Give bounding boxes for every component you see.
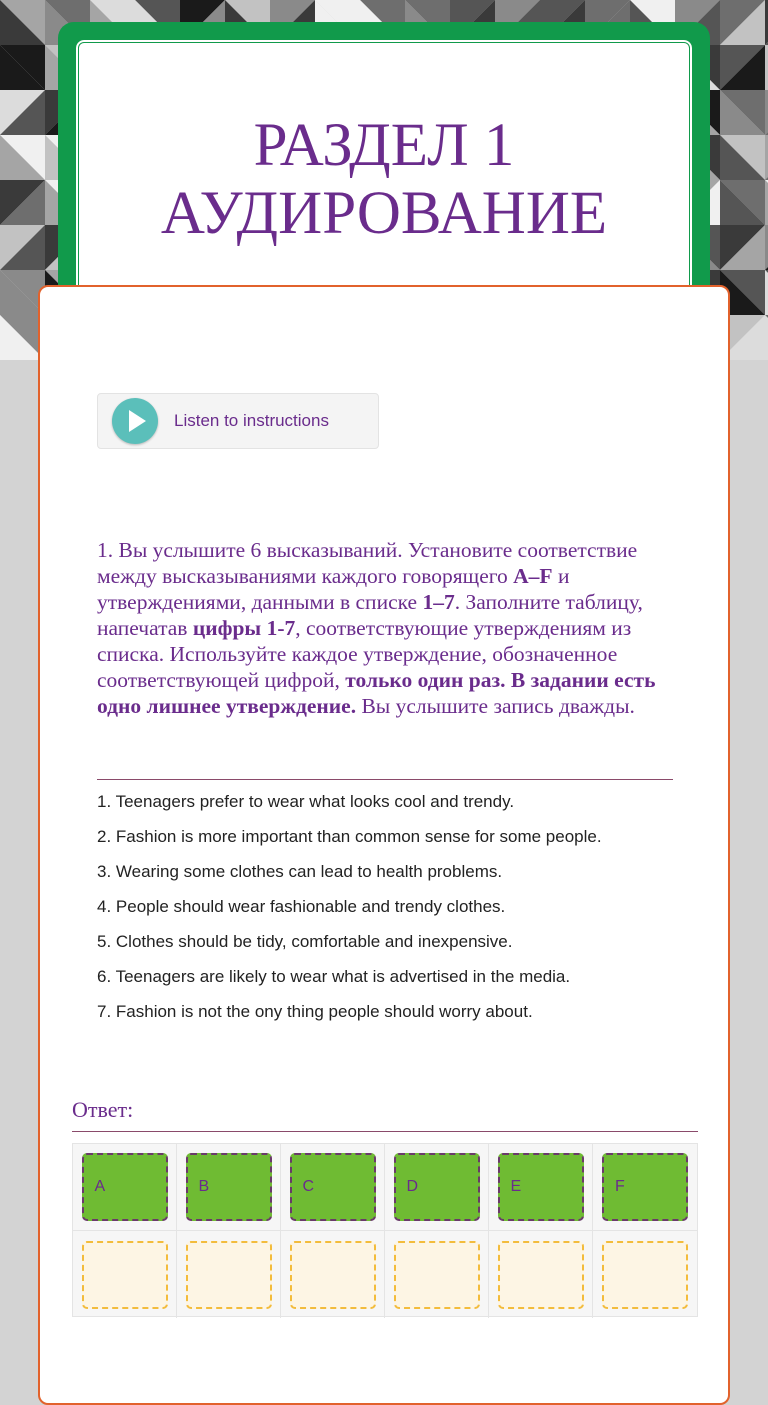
task-bold-2: 1–7 bbox=[422, 590, 455, 614]
main-card bbox=[38, 285, 730, 1405]
drop-zone-b[interactable] bbox=[186, 1241, 272, 1309]
title-card-inner bbox=[74, 38, 694, 306]
drop-cell-f bbox=[593, 1231, 697, 1318]
task-bold-3: цифры 1-7 bbox=[192, 616, 296, 640]
task-instructions bbox=[97, 537, 675, 719]
task-text-5: Вы услышите запись дважды. bbox=[356, 694, 635, 718]
tile-cell-c bbox=[281, 1144, 385, 1231]
task-bold-4: только один раз. В задании есть одно лишнее утверждение. bbox=[97, 668, 656, 718]
drag-tile-a[interactable]: A bbox=[82, 1153, 168, 1221]
title-line-1: РАЗДЕЛ 1 bbox=[253, 112, 515, 179]
statement-list bbox=[97, 791, 697, 1036]
answer-grid bbox=[72, 1143, 698, 1317]
list-item: 5. Clothes should be tidy, comfortable and inexpensive. bbox=[97, 932, 513, 951]
play-icon[interactable] bbox=[112, 398, 158, 444]
list-item: 4. People should wear fashionable and trendy clothes. bbox=[97, 897, 506, 916]
list-item: 3. Wearing some clothes can lead to health problems. bbox=[97, 862, 503, 881]
tile-cell-f bbox=[593, 1144, 697, 1231]
drop-cell-a bbox=[73, 1231, 177, 1318]
list-item: 7. Fashion is not the ony thing people should worry about. bbox=[97, 1002, 533, 1021]
page-title bbox=[76, 40, 692, 248]
answer-label: Ответ: bbox=[72, 1097, 134, 1122]
title-line-2: АУДИРОВАНИЕ bbox=[160, 180, 608, 247]
drop-zone-e[interactable] bbox=[498, 1241, 584, 1309]
drag-tile-e[interactable]: E bbox=[498, 1153, 584, 1221]
drop-zone-f[interactable] bbox=[602, 1241, 688, 1309]
answer-divider bbox=[72, 1131, 698, 1132]
task-divider bbox=[97, 779, 673, 780]
task-text-2: и утверждениями, данными в списке bbox=[97, 564, 570, 614]
drop-zone-c[interactable] bbox=[290, 1241, 376, 1309]
listen-to-instructions-button[interactable] bbox=[97, 393, 379, 449]
tile-cell-d bbox=[385, 1144, 489, 1231]
list-item: 2. Fashion is more important than common sense for some people. bbox=[97, 827, 602, 846]
drop-cell-c bbox=[281, 1231, 385, 1318]
tile-cell-a bbox=[73, 1144, 177, 1231]
tile-cell-b bbox=[177, 1144, 281, 1231]
list-item: 1. Teenagers prefer to wear what looks cool and trendy. bbox=[97, 792, 515, 811]
task-text-1: 1. Вы услышите 6 высказываний. Установите соответствие между высказываниями каждого говорящего bbox=[97, 538, 638, 588]
drop-cell-d bbox=[385, 1231, 489, 1318]
title-card bbox=[58, 22, 710, 322]
drop-cell-b bbox=[177, 1231, 281, 1318]
task-text-3: . Заполните таблицу, напечатав bbox=[97, 590, 643, 640]
drop-cell-e bbox=[489, 1231, 593, 1318]
drag-tile-b[interactable]: B bbox=[186, 1153, 272, 1221]
drag-tile-f[interactable]: F bbox=[602, 1153, 688, 1221]
drop-zone-a[interactable] bbox=[82, 1241, 168, 1309]
task-bold-1: A–F bbox=[513, 564, 553, 588]
tile-cell-e bbox=[489, 1144, 593, 1231]
list-item: 6. Teenagers are likely to wear what is advertised in the media. bbox=[97, 967, 571, 986]
task-text-4: , соответствующие утверждениям из списка. Используйте каждое утверждение, обозначенное соответствующей цифрой, bbox=[97, 616, 632, 692]
drag-tile-d[interactable]: D bbox=[394, 1153, 480, 1221]
listen-label: Listen to instructions bbox=[174, 411, 329, 430]
drop-zone-d[interactable] bbox=[394, 1241, 480, 1309]
drag-tile-c[interactable]: C bbox=[290, 1153, 376, 1221]
